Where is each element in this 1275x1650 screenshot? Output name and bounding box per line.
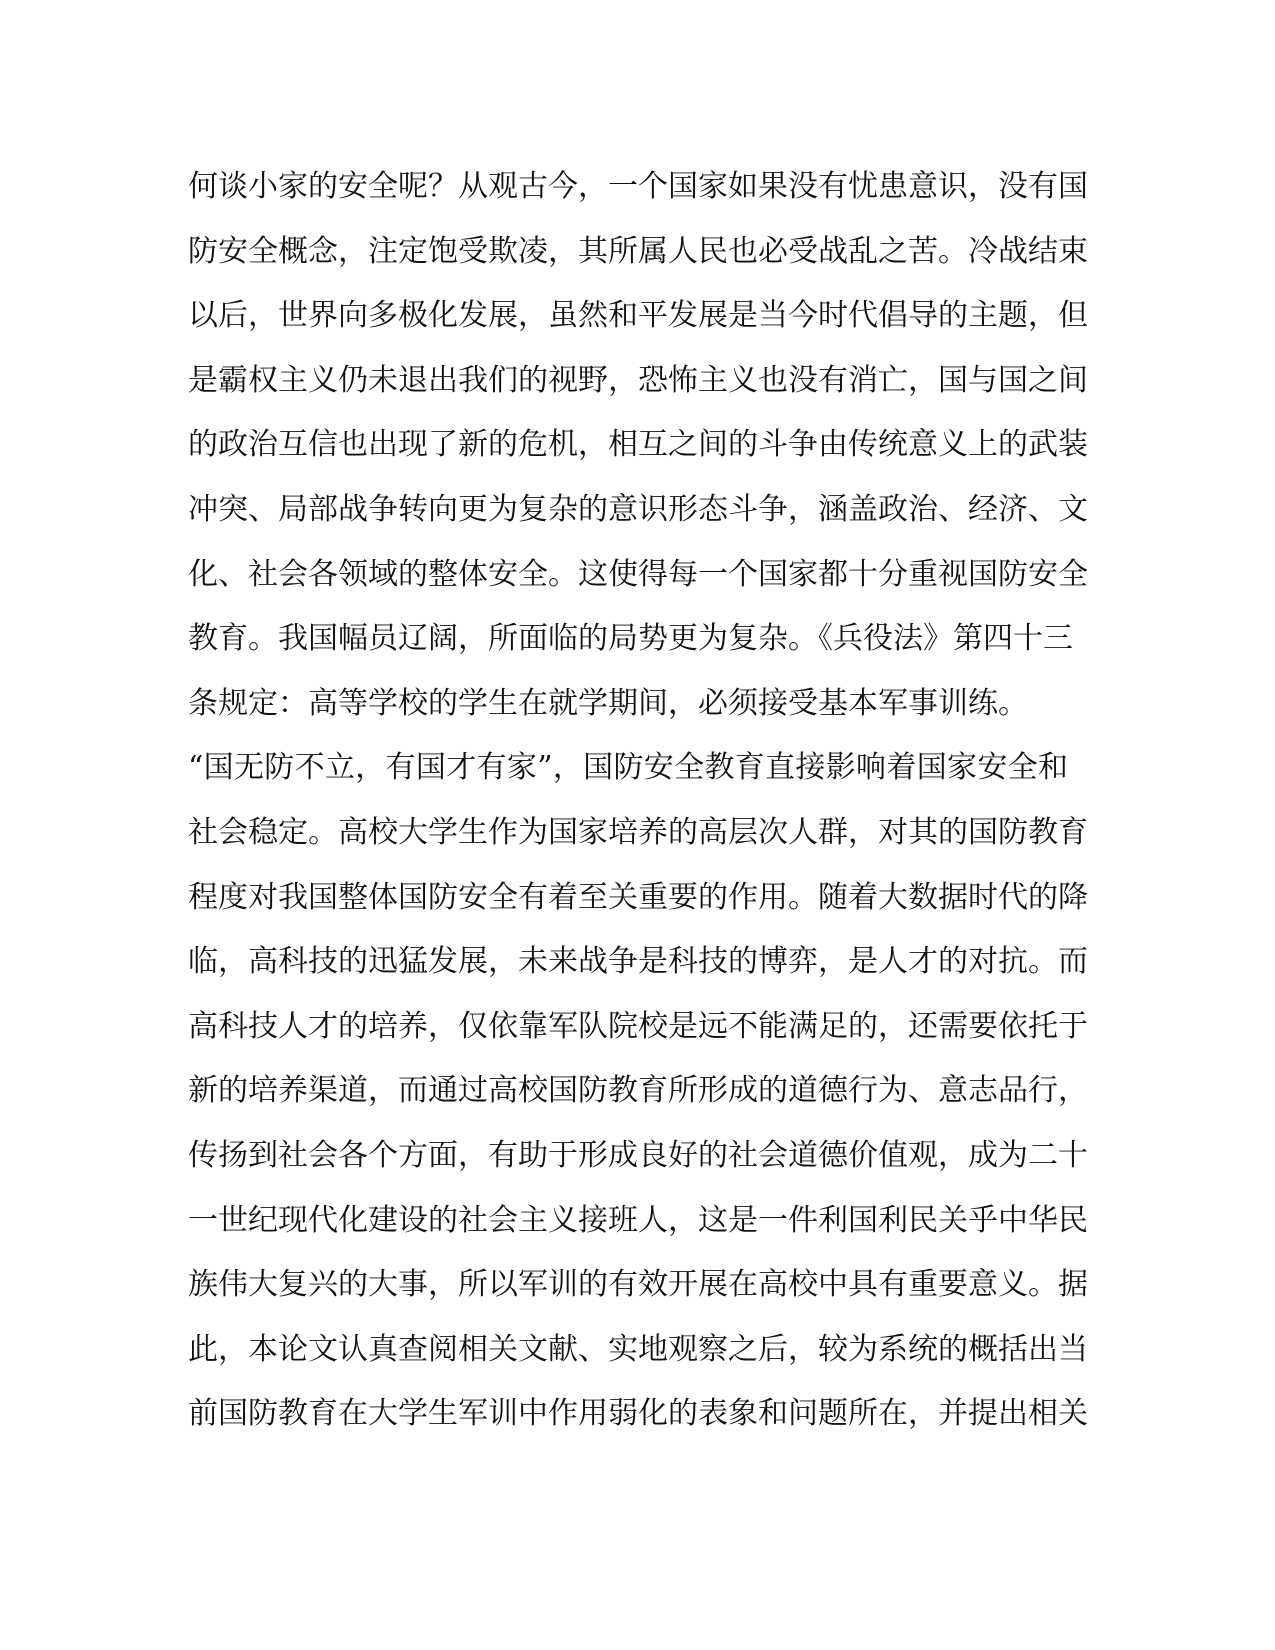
- paragraph-1: [188, 155, 1088, 736]
- text-line: 何谈小家的安全呢？从观古今，一个国家如果没有忧患意识，没有国: [188, 169, 1088, 204]
- text-line: 条规定：高等学校的学生在就学期间，必须接受基本军事训练。: [188, 685, 1028, 721]
- body-text: [188, 155, 1088, 1447]
- text-line: 前国防教育在大学生军训中作用弱化的表象和问题所在，并提出相关: [188, 1396, 1088, 1432]
- text-line: 族伟大复兴的大事，所以军训的有效开展在高校中具有重要意义。据: [188, 1267, 1088, 1303]
- text-line: “国无防不立，有国才有家”，国防安全教育直接影响着国家安全和: [188, 750, 1068, 786]
- text-line: 化、社会各领域的整体安全。这使得每一个国家都十分重视国防安全: [188, 556, 1088, 592]
- paragraph-2: [188, 736, 1088, 1447]
- text-line: 此，本论文认真查阅相关文献、实地观察之后，较为系统的概括出当: [188, 1331, 1088, 1367]
- text-line: 临，高科技的迅猛发展，未来战争是科技的博弈，是人才的对抗。而: [188, 944, 1088, 980]
- text-line: 一世纪现代化建设的社会主义接班人，这是一件利国利民关乎中华民: [188, 1202, 1088, 1238]
- text-line: 以后，世界向多极化发展，虽然和平发展是当今时代倡导的主题，但: [188, 298, 1088, 334]
- text-line: 防安全概念，注定饱受欺凌，其所属人民也必受战乱之苦。冷战结束: [188, 233, 1088, 269]
- text-line: 程度对我国整体国防安全有着至关重要的作用。随着大数据时代的降: [188, 879, 1088, 915]
- text-line: 冲突、局部战争转向更为复杂的意识形态斗争，涵盖政治、经济、文: [188, 491, 1088, 527]
- text-line: 传扬到社会各个方面，有助于形成良好的社会道德价值观，成为二十: [188, 1137, 1088, 1173]
- text-line: 是霸权主义仍未退出我们的视野，恐怖主义也没有消亡，国与国之间: [188, 362, 1088, 398]
- text-line: 新的培养渠道，而通过高校国防教育所形成的道德行为、意志品行，: [188, 1073, 1088, 1109]
- text-line: 社会稳定。高校大学生作为国家培养的高层次人群，对其的国防教育: [188, 814, 1088, 850]
- text-line: 高科技人才的培养，仅依靠军队院校是远不能满足的，还需要依托于: [188, 1008, 1088, 1044]
- text-line: 教育。我国幅员辽阔，所面临的局势更为复杂。《兵役法》第四十三: [188, 621, 1073, 657]
- text-line: 的政治互信也出现了新的危机，相互之间的斗争由传统意义上的武装: [188, 427, 1088, 463]
